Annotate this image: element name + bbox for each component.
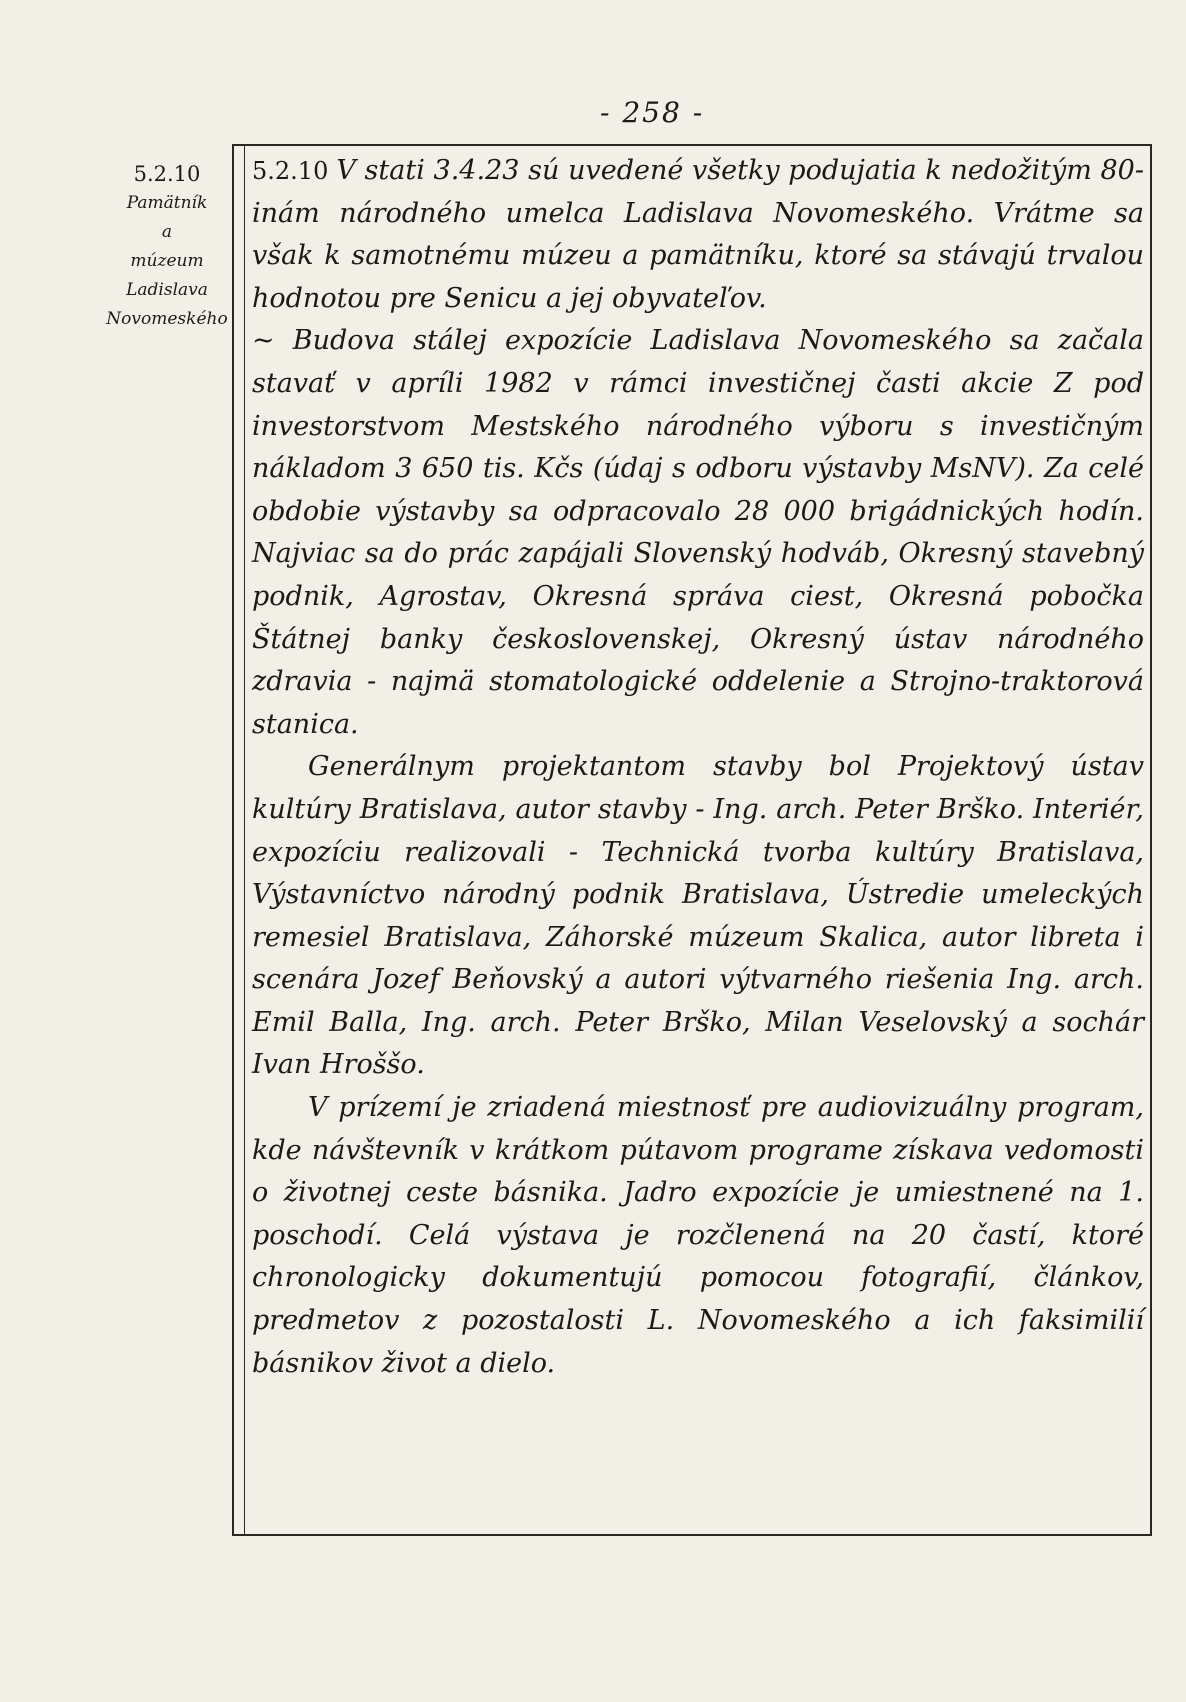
margin-note-line: Ladislava xyxy=(126,280,208,300)
chronicle-text xyxy=(252,150,1144,1385)
page-number: - 258 - xyxy=(600,96,705,129)
paragraph-3: Generálnym projektantom stavby bol Projektový ústav kultúry Bratislava, autor stavby - Ing. arch. Peter Brško. Interiér, expozíciu realizovali - Technická tvorba kultúry Bratislava, Výstavníctvo národný podnik Bratislava, Ústredie umeleckých remesiel Bratislava, Záhorské múzeum Skalica, autor libreta i scenára Jozef Beňovský a autori výtvarného riešenia Ing. arch. Emil Balla, Ing. arch. Peter Brško, Milan Veselovský a sochár Ivan Hroššo. xyxy=(252,751,1144,1081)
frame-inner-rule xyxy=(244,146,245,1534)
paragraph-1 xyxy=(252,150,1144,320)
paragraph-4: V prízemí je zriadená miestnosť pre audiovizuálny program, kde návštevník v krátkom pútavom programe získava vedomosti o životnej ceste básnika. Jadro expozície je umiestnené na 1. poschodí. Celá výstava je rozčlenená na 20 častí, ktoré chronologicky dokumentujú pomocou fotografií, článkov, predmetov z pozostalosti L. Novomeského a ich faksimilií básnikov život a dielo. xyxy=(252,1092,1144,1379)
paragraph-2: ~ Budova stálej expozície Ladislava Novomeského sa začala stavať v apríli 1982 v rámci investičnej časti akcie Z pod investorstvom Mestského národného výboru s investičným nákladom 3 650 tis. Kčs (údaj s odboru výstavby MsNV). Za celé obdobie výstavby sa odpracovalo 28 000 brigádnických hodín. Najviac sa do prác zapájali Slovenský hodváb, Okresný stavebný podnik, Agrostav, Okresná správa ciest, Okresná pobočka Štátnej banky československej, Okresný ústav národného zdravia - najmä stomatologické oddelenie a Strojno-traktorová stanica. xyxy=(252,325,1144,740)
margin-note xyxy=(104,160,230,334)
margin-note-line: Pamätník xyxy=(126,193,208,213)
margin-note-line: Novomeského xyxy=(106,309,228,329)
margin-section-number: 5.2.10 xyxy=(133,162,201,186)
section-number: 5.2.10 xyxy=(252,157,329,185)
margin-note-line: múzeum xyxy=(130,251,204,271)
paragraph-1-text: V stati 3.4.23 sú uvedené všetky podujatia k nedožitým 80-inám národného umelca Ladislava Novomeského. Vrátme sa však k samotnému múzeu a pamätníku, ktoré sa stávajú trvalou hodnotou pre Senicu a jej obyvateľov. xyxy=(252,155,1144,314)
margin-note-line: a xyxy=(161,222,173,242)
